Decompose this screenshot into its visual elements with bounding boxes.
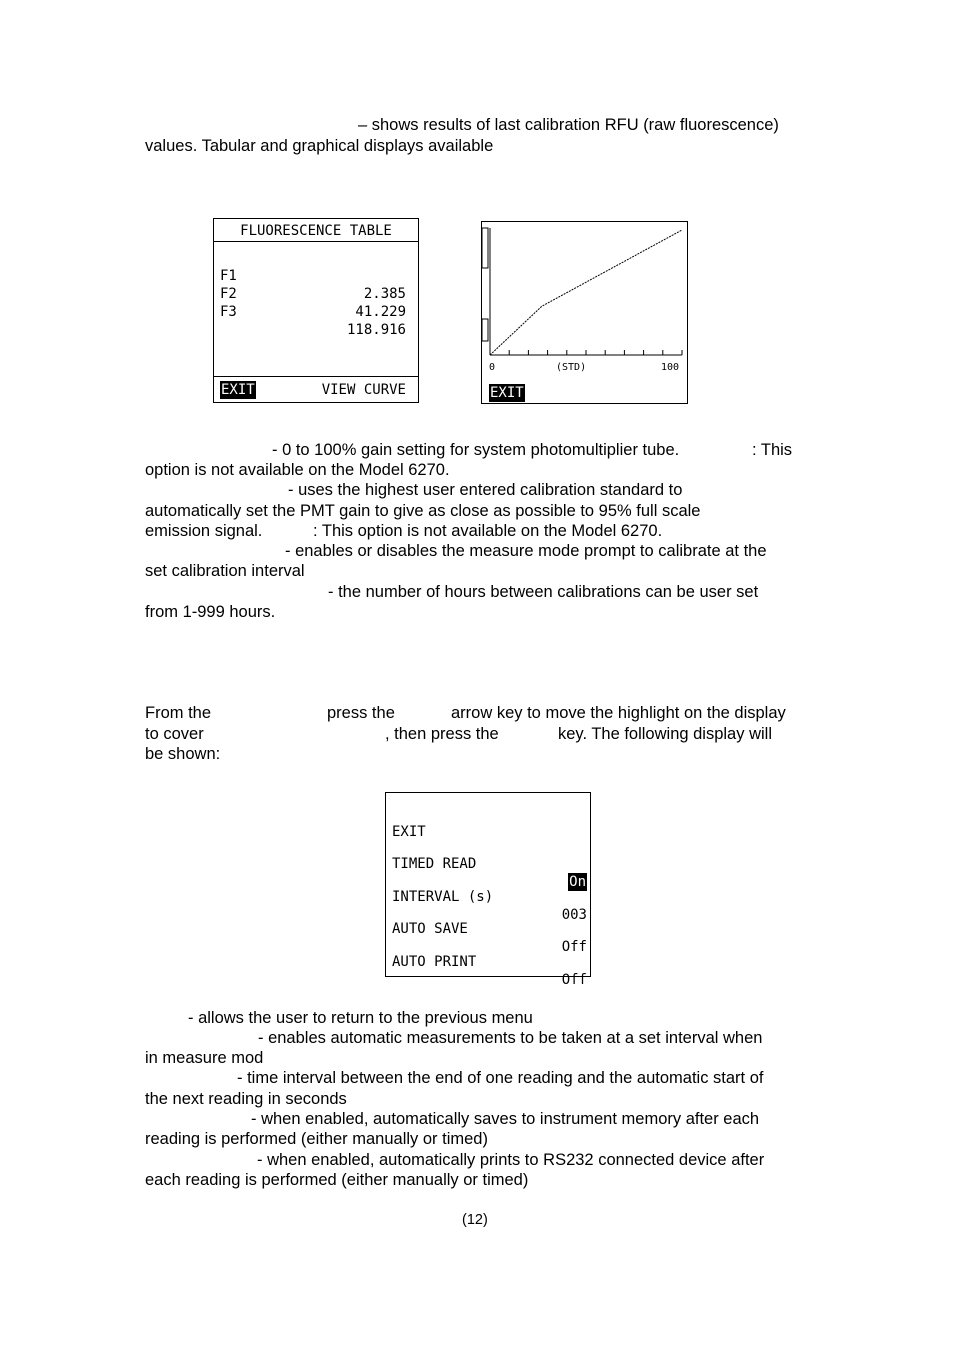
menu-value: Off — [561, 972, 587, 988]
intro-line-1: – shows results of last calibration RFU (raw fluorescence) — [358, 116, 779, 134]
intro-line-2: values. Tabular and graphical displays available — [145, 137, 494, 155]
calibration-curve-chart — [482, 222, 687, 403]
cal-interval-description: - the number of hours between calibrations can be user set — [328, 583, 759, 601]
instruction-then: , then press the — [385, 725, 499, 743]
gain-description: - 0 to 100% gain setting for system photomultiplier tube. — [272, 441, 680, 459]
row-label: F3 — [220, 304, 237, 320]
auto-save-description: - when enabled, automatically saves to instrument memory after each — [251, 1110, 760, 1128]
interval-description-2: the next reading in seconds — [145, 1090, 347, 1108]
row-label: F1 — [220, 268, 237, 284]
page-number: (12) — [462, 1212, 488, 1228]
timed-read-description-2: in measure mod — [145, 1049, 264, 1067]
menu-item-timed-read[interactable] — [392, 837, 587, 890]
x-axis-label: (STD) — [556, 362, 587, 373]
instruction-press: press the — [327, 704, 395, 722]
menu-label: TIMED READ — [392, 856, 477, 872]
timed-read-description: - enables automatic measurements to be taken at a set interval when — [258, 1029, 763, 1047]
menu-value-highlighted: On — [569, 874, 586, 890]
exit-button[interactable]: EXIT — [221, 382, 255, 398]
exit-description: - allows the user to return to the previous menu — [188, 1009, 533, 1027]
menu-item-exit[interactable] — [392, 805, 587, 840]
table-footer — [214, 376, 418, 402]
auto-gain-description-2: automatically set the PMT gain to give as close as possible to 95% full scale — [145, 502, 701, 520]
menu-label: INTERVAL (s) — [392, 889, 494, 905]
menu-item-auto-save[interactable] — [392, 902, 587, 955]
curve-line — [490, 230, 682, 355]
row-value: 2.385 — [363, 286, 406, 302]
auto-print-description: - when enabled, automatically prints to RS232 connected device after — [257, 1151, 765, 1169]
timed-read-menu-display — [385, 792, 591, 988]
menu-label: AUTO PRINT — [392, 954, 477, 970]
x-min-label: 0 — [489, 362, 496, 373]
instruction-arrow: arrow key to move the highlight on the display — [451, 704, 786, 722]
x-max-label: 100 — [661, 362, 680, 373]
row-label: F2 — [220, 286, 237, 302]
menu-item-auto-print[interactable] — [392, 935, 587, 988]
fluorescence-table-display — [213, 218, 419, 403]
cal-prompt-description: - enables or disables the measure mode prompt to calibrate at the — [285, 542, 767, 560]
row-value: 41.229 — [355, 304, 406, 320]
gain-note-continued: option is not available on the Model 6270. — [145, 461, 450, 479]
auto-gain-description-3: emission signal. — [145, 522, 263, 540]
menu-value: Off — [561, 939, 587, 955]
auto-gain-description: - uses the highest user entered calibration standard to — [288, 481, 683, 499]
fluorescence-table-title: FLUORESCENCE TABLE — [214, 219, 418, 242]
menu-value: 003 — [561, 907, 587, 923]
y-axis-min-marker — [482, 319, 488, 341]
cal-prompt-description-2: set calibration interval — [145, 562, 305, 580]
gain-note: : This — [752, 441, 793, 459]
instruction-from: From the — [145, 704, 212, 722]
view-curve-button[interactable]: VIEW CURVE — [321, 382, 406, 398]
auto-gain-note: : This option is not available on the Model 6270. — [313, 522, 663, 540]
instruction-shown: be shown: — [145, 745, 221, 763]
instruction-key: key. The following display will — [558, 725, 772, 743]
instruction-cover: to cover — [145, 725, 204, 743]
menu-item-interval[interactable] — [392, 870, 587, 923]
curve-exit-button[interactable]: EXIT — [490, 385, 524, 401]
y-axis-max-marker — [482, 228, 488, 268]
calibration-curve-display — [481, 221, 688, 404]
menu-label: EXIT — [392, 824, 426, 840]
menu-label: AUTO SAVE — [392, 921, 468, 937]
interval-description: - time interval between the end of one reading and the automatic start of — [237, 1069, 764, 1087]
cal-interval-description-2: from 1-999 hours. — [145, 603, 276, 621]
auto-print-description-2: each reading is performed (either manually or timed) — [145, 1171, 529, 1189]
row-value: 118.916 — [346, 322, 406, 338]
auto-save-description-2: reading is performed (either manually or timed) — [145, 1130, 488, 1148]
